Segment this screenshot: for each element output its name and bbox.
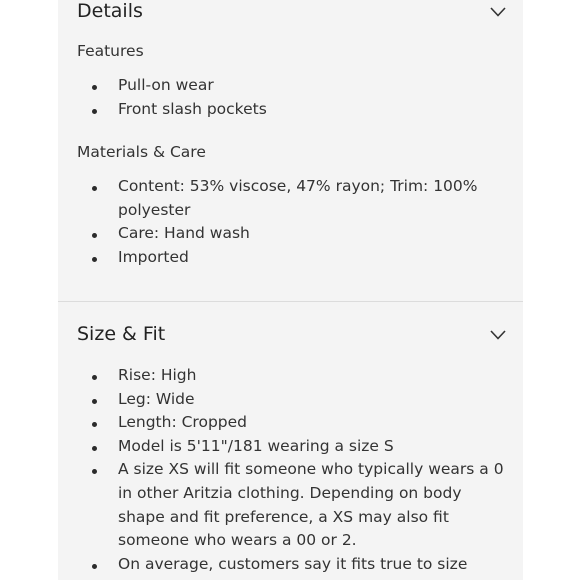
bullet-dot [92,109,97,114]
list-item-text: Leg: Wide [118,389,195,408]
features-list [58,74,523,121]
list-item [58,435,523,459]
bullet-dot [92,257,97,262]
bullet-dot [92,446,97,451]
list-item [58,74,523,98]
size-fit-title[interactable]: Size & Fit [77,323,166,345]
product-info-panel [58,0,523,580]
list-item [58,222,523,246]
features-heading: Features [77,42,144,60]
list-item-text: Imported [118,247,189,266]
list-item-text: Content: 53% viscose, 47% rayon; Trim: 100% polyester [118,177,478,219]
bullet-dot [92,564,97,569]
bullet-dot [92,422,97,427]
bullet-dot [92,469,97,474]
materials-care-heading: Materials & Care [77,143,206,161]
chevron-down-icon[interactable] [489,329,507,341]
list-item [58,364,523,388]
bullet-dot [92,85,97,90]
bullet-dot [92,233,97,238]
list-item [58,411,523,435]
list-item-text: Rise: High [118,366,197,384]
list-item-text: Care: Hand wash [118,224,250,243]
materials-care-list [58,175,523,269]
list-item [58,458,523,552]
bullet-dot [92,375,97,380]
list-item [58,553,523,577]
list-item-text: Length: Cropped [118,413,248,432]
list-item-text: Model is 5'11"/181 wearing a size S [118,436,394,455]
size-fit-list [58,364,523,576]
details-accordion[interactable] [58,0,523,300]
list-item [58,388,523,412]
bullet-dot [92,399,97,404]
details-title[interactable]: Details [77,0,143,22]
list-item [58,98,523,122]
list-item [58,246,523,270]
list-item-text: Front slash pockets [118,99,267,118]
list-item [58,175,523,222]
list-item-text: Pull-on wear [118,76,214,94]
chevron-down-icon[interactable] [489,6,507,18]
bullet-dot [92,186,97,191]
list-item-text: A size XS will fit someone who typically wears a 0 in other Aritzia clothing. Depending on body shape and fit preference, a XS may also fit someone who wears a 00 or 2. [118,460,504,550]
size-fit-accordion[interactable] [58,302,523,580]
list-item-text: On average, customers say it fits true to size [118,554,468,573]
